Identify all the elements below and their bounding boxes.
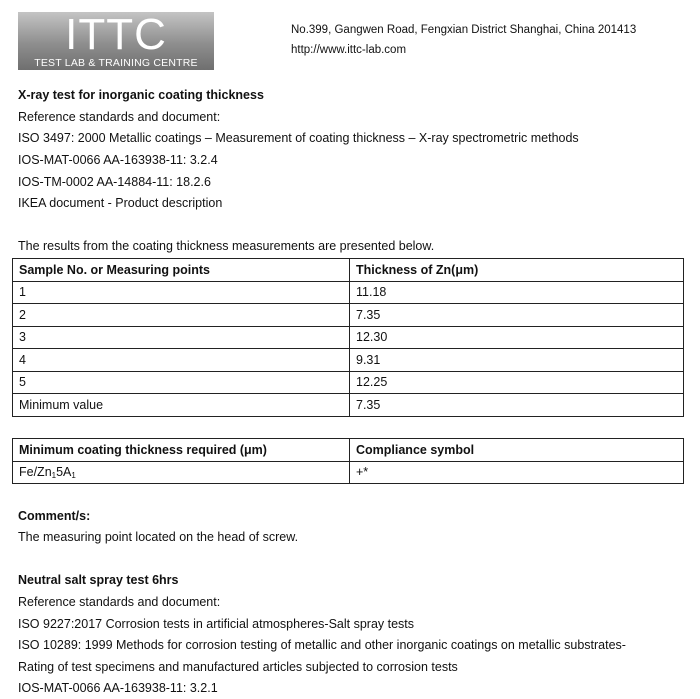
address: No.399, Gangwen Road, Fengxian District Shanghai, China 201413 bbox=[291, 24, 637, 36]
logo-subtitle: TEST LAB & TRAINING CENTRE bbox=[34, 57, 198, 69]
table-row bbox=[13, 371, 684, 394]
sample-cell: 1 bbox=[13, 281, 350, 304]
xray-ref-2: IOS-MAT-0066 AA-163938-11: 3.2.4 bbox=[18, 153, 218, 167]
thickness-cell: 11.18 bbox=[350, 281, 684, 304]
logo-text: ITTC bbox=[65, 12, 167, 59]
table-header-cell: Minimum coating thickness required (μm) bbox=[13, 439, 350, 462]
sample-cell: 2 bbox=[13, 304, 350, 327]
thickness-cell: 9.31 bbox=[350, 349, 684, 372]
table-row bbox=[13, 326, 684, 349]
table-row bbox=[13, 281, 684, 304]
xray-section-title: X-ray test for inorganic coating thickness bbox=[18, 88, 264, 102]
salt-spray-ref-1: ISO 9227:2017 Corrosion tests in artificial atmospheres-Salt spray tests bbox=[18, 617, 415, 631]
sample-cell: 4 bbox=[13, 349, 350, 372]
comment-title: Comment/s: bbox=[18, 509, 91, 523]
salt-spray-ref-2: ISO 10289: 1999 Methods for corrosion testing of metallic and other inorganic coatings on metallic substrates- bbox=[18, 638, 626, 652]
sample-cell: Minimum value bbox=[13, 394, 350, 417]
requirement-cell: $Fe/Zn_15A_1$ bbox=[13, 461, 350, 484]
compliance-table bbox=[12, 438, 684, 484]
xray-ref-1: ISO 3497: 2000 Metallic coatings – Measurement of coating thickness – X-ray spectrometric methods bbox=[18, 131, 579, 145]
thickness-cell: 12.25 bbox=[350, 371, 684, 394]
salt-spray-ref-4: IOS-MAT-0066 AA-163938-11: 3.2.1 bbox=[18, 681, 218, 695]
table-header-cell: Sample No. or Measuring points bbox=[13, 259, 350, 282]
thickness-cell: 12.30 bbox=[350, 326, 684, 349]
table-row bbox=[13, 394, 684, 417]
xray-ref-3: IOS-TM-0002 AA-14884-11: 18.2.6 bbox=[18, 175, 211, 189]
salt-spray-ref-label: Reference standards and document: bbox=[18, 595, 221, 609]
xray-ref-4: IKEA document - Product description bbox=[18, 196, 223, 210]
website-link[interactable]: http://www.ittc-lab.com bbox=[291, 44, 407, 56]
xray-ref-label: Reference standards and document: bbox=[18, 110, 221, 124]
table-row bbox=[13, 304, 684, 327]
compliance-symbol-cell: +* bbox=[350, 461, 684, 484]
results-table bbox=[12, 258, 684, 417]
table-row bbox=[13, 349, 684, 372]
thickness-cell: 7.35 bbox=[350, 394, 684, 417]
thickness-cell: 7.35 bbox=[350, 304, 684, 327]
sample-cell: 5 bbox=[13, 371, 350, 394]
salt-spray-ref-3: Rating of test specimens and manufactured articles subjected to corrosion tests bbox=[18, 660, 458, 674]
ittc-logo bbox=[18, 12, 214, 70]
table-header-row bbox=[13, 439, 684, 462]
table-header-row bbox=[13, 259, 684, 282]
results-intro: The results from the coating thickness measurements are presented below. bbox=[18, 239, 435, 253]
sample-cell: 3 bbox=[13, 326, 350, 349]
salt-spray-title: Neutral salt spray test 6hrs bbox=[18, 573, 179, 587]
comment-text: The measuring point located on the head of screw. bbox=[18, 530, 299, 544]
table-row bbox=[13, 461, 684, 484]
table-header-cell: Thickness of Zn(μm) bbox=[350, 259, 684, 282]
table-header-cell: Compliance symbol bbox=[350, 439, 684, 462]
